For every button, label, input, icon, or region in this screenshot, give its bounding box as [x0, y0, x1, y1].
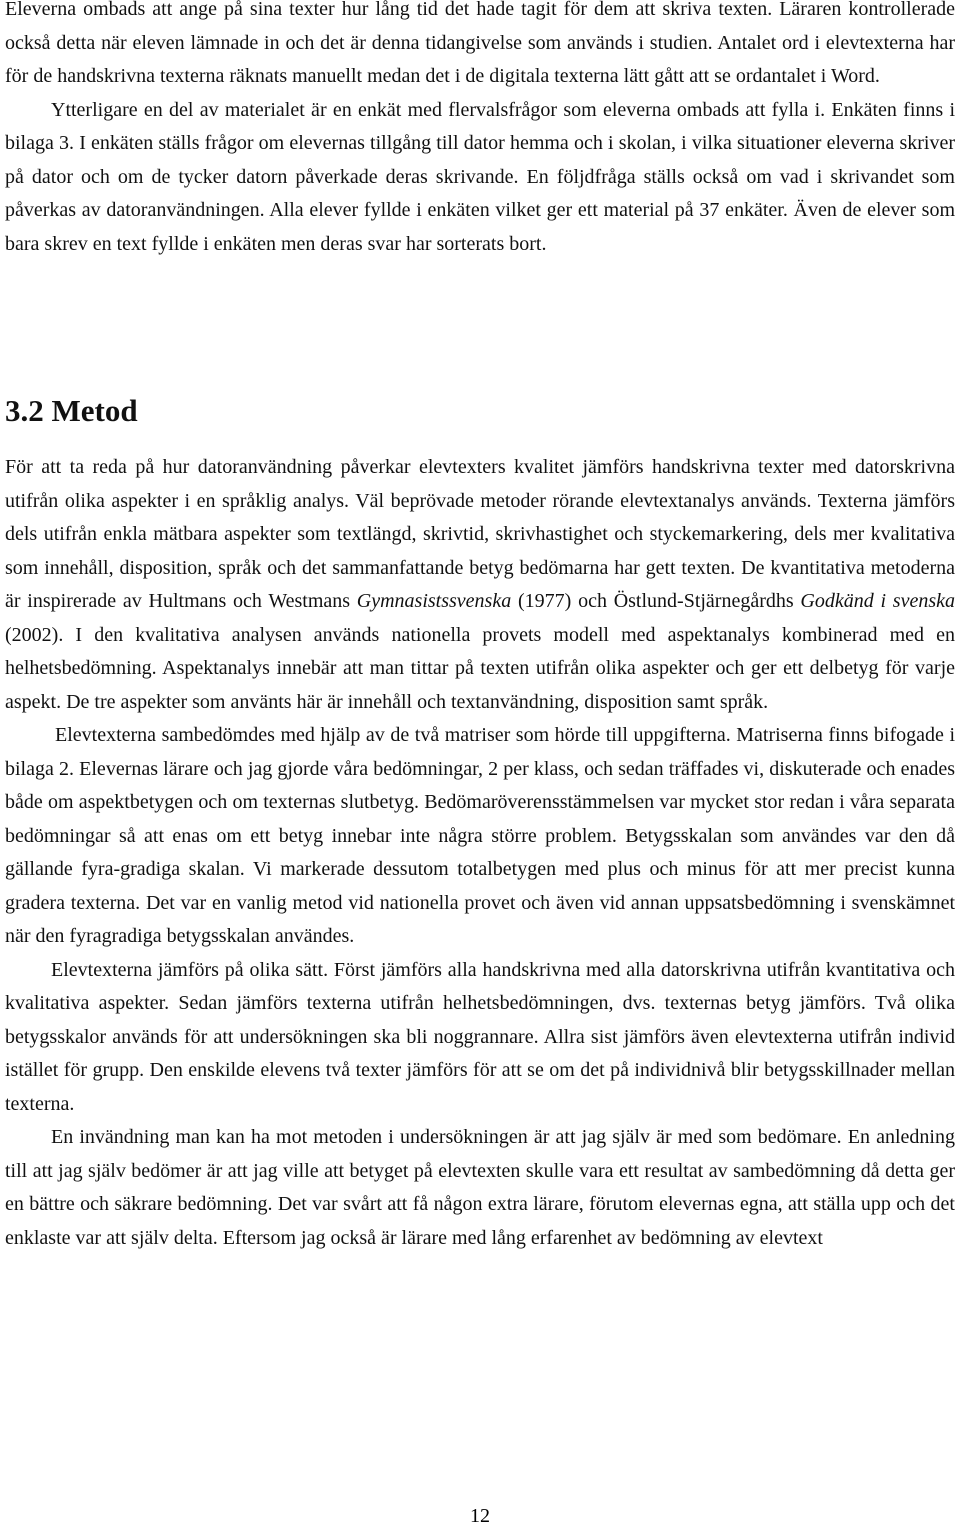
- paragraph: En invändning man kan ha mot metoden i undersökningen är att jag själv är med som bedömare. En anledning till att jag själv bedömer är att jag ville att betyget på elevtexten skulle vara ett resultat av sambedömning då detta ger en bättre och säkrare bedömning. Det var svårt att få någon extra lärare, förutom elevernas egna, att ställa upp och det enklaste var att själv delta. Eftersom jag också är lärare med lång erfarenhet av bedömning av elevtext: [5, 1126, 955, 1249]
- paragraph-text: (1977) och Östlund-Stjärnegårdhs: [511, 590, 801, 612]
- paragraph-text: (2002). I den kvalitativa analysen används nationella provets modell med aspektanalys kombinerad med en helhetsbedömning. Aspektanalys innebär att man tittar på texten utifrån olika aspekter och ger ett delbetyg för varje aspekt. De tre aspekter som använts här är innehåll och textanvändning, disposition samt språk.: [5, 623, 955, 713]
- section-method: [5, 451, 955, 1255]
- paragraph: [5, 451, 955, 719]
- section-intro: [5, 0, 955, 261]
- paragraph: Eleverna ombads att ange på sina texter hur lång tid det hade tagit för dem att skriva texten. Läraren kontrollerade också detta när eleven lämnade in och det är denna tidangivelse som används i studien. Antalet ord i elevtexterna har för de handskrivna texterna räknats manuellt medan det i de digitala texterna lätt gått att se ordantalet i Word.: [5, 0, 955, 87]
- page-number: 12: [470, 1505, 490, 1527]
- paragraph-text: För att ta reda på hur datoranvändning påverkar elevtexters kvalitet jämförs handskrivna texter med datorskrivna utifrån olika aspekter i en språklig analys. Väl beprövade metoder rörande elevtextanalys används. Texterna jämförs dels utifrån enkla mätbara aspekter som textlängd, skrivtid, skrivhastighet och styckemarkering, dels mer kvalitativa som innehåll, disposition, språk och det sammanfattande betyg bedömarna har gett texten. De kvantitativa metoderna är inspirerade av Hultmans och Westmans: [5, 456, 955, 612]
- paragraph: Elevtexterna sambedömdes med hjälp av de två matriser som hörde till uppgifterna. Matriserna finns bifogade i bilaga 2. Elevernas lärare och jag gjorde våra bedömningar, 2 per klass, och sedan träffades vi, diskuterade och enades både om aspektbetygen och om texternas slutbetyg. Bedömaröverensstämmelsen var mycket stor redan i våra separata bedömningar så att enas om ett betyg innebar inte några större problem. Betygsskalan som användes var den då gällande fyra-gradiga skalan. Vi markerade dessutom totalbetygen med plus och minus för att mer precist kunna gradera texterna. Det var en vanlig metod vid nationella provet och även vid annan uppsatsbedömning i svenskämnet när den fyragradiga betygsskalan användes.: [5, 724, 955, 947]
- paragraph: Elevtexterna jämförs på olika sätt. Först jämförs alla handskrivna med alla datorskrivna utifrån kvantitativa och kvalitativa aspekter. Sedan jämförs texterna utifrån helhetsbedömningen, dvs. texternas betyg jämförs. Två olika betygsskalor används för att undersökningen ska bli noggrannare. Allra sist jämförs även elevtexterna utifrån individ istället för grupp. Den enskilde elevens två texter jämförs för att se om det på individnivå blir betygsskillnader mellan texterna.: [5, 958, 955, 1115]
- paragraph: Ytterligare en del av materialet är en enkät med flervalsfrågor som eleverna ombads att fylla i. Enkäten finns i bilaga 3. I enkäten ställs frågor om elevernas tillgång till dator hemma och i skolan, i vilka situationer eleverna skriver på dator och om de tycker datorn påverkade deras skrivande. En följdfråga ställs också om vad i skrivandet som påverkas av datoranvändningen. Alla elever fyllde i enkäten vilket ger ett material på 37 enkäter. Även de elever som bara skrev en text fyllde i enkäten men deras svar har sorterats bort.: [5, 98, 955, 255]
- book-title: Godkänd i svenska: [800, 590, 956, 612]
- book-title: Gymnasistssvenska: [356, 590, 512, 612]
- section-heading: 3.2 Metod: [5, 393, 138, 428]
